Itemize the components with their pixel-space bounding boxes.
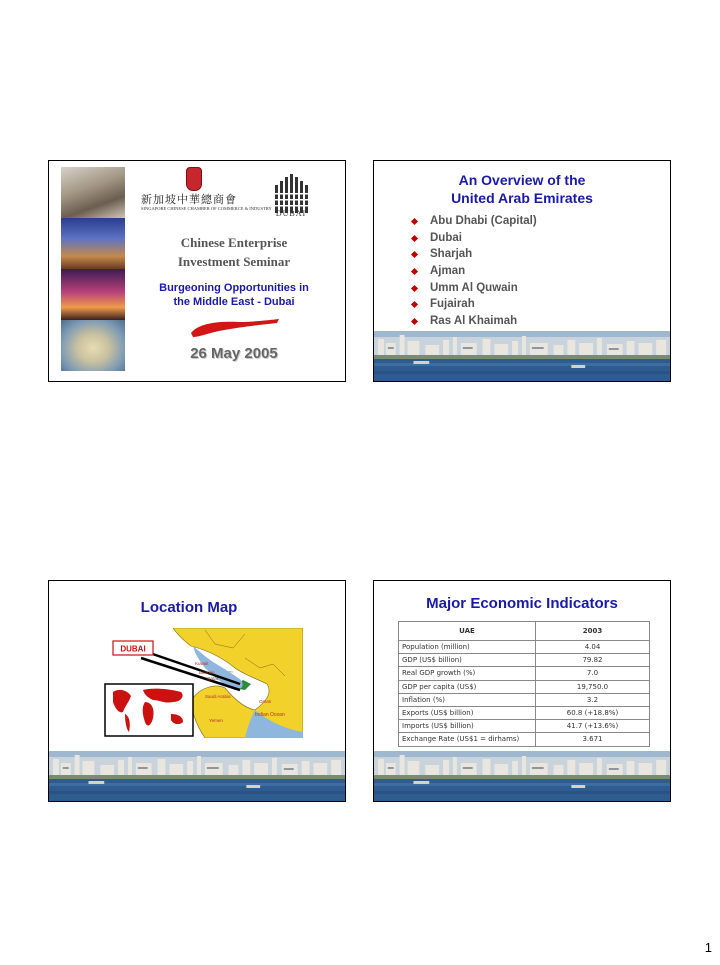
table-row (399, 654, 650, 667)
emirate-name: Abu Dhabi (Capital) (430, 215, 537, 227)
indicator-value: 3.2 (536, 693, 650, 706)
chamber-logo-chinese: 新加坡中華總商會 (141, 193, 237, 206)
seminar-date: 26 May 2005 (190, 345, 278, 362)
bullet-diamond-icon (411, 251, 418, 258)
bullet-diamond-icon (411, 318, 418, 325)
column-header: 2003 (536, 622, 650, 641)
map-label-dubai: DUBAI (120, 644, 146, 654)
indicator-value: 60.8 (+18.8%) (536, 706, 650, 719)
emirate-name: Ras Al Khaimah (430, 315, 518, 328)
emirate-name: Ajman (430, 265, 466, 278)
bullet-diamond-icon (411, 285, 418, 292)
photo-office (61, 167, 125, 218)
table-row (399, 641, 650, 654)
dubai-skyline-image (374, 331, 670, 381)
list-item (408, 313, 537, 330)
indicator-value: 79.82 (536, 654, 650, 667)
emirate-name: Fujairah (430, 298, 475, 311)
dubai-skyline-image (49, 751, 345, 801)
column-header: UAE (399, 622, 536, 641)
table-row (399, 693, 650, 706)
dubai-logo-text: DUBAI (275, 209, 307, 218)
indicator-value: 19,750.0 (536, 680, 650, 693)
indicator-value: 3.671 (536, 733, 650, 746)
indicator-value: 4.04 (536, 641, 650, 654)
table-row (399, 680, 650, 693)
slide-uae-overview (373, 160, 671, 382)
emirate-name: Dubai (430, 231, 462, 244)
list-item (408, 280, 537, 297)
emirate-name: Sharjah (430, 248, 473, 261)
bullet-diamond-icon (411, 218, 418, 225)
location-map-image (95, 628, 303, 738)
slide-title (374, 171, 670, 207)
list-item (408, 230, 537, 247)
bullet-diamond-icon (411, 235, 418, 242)
page-number: 1 (704, 940, 712, 955)
indicator-label: Exports (US$ billion) (399, 706, 536, 719)
table-row (399, 720, 650, 733)
map-label-saudi: Saudi Arabia (205, 694, 231, 699)
photo-sunset-tower (61, 269, 125, 320)
economic-indicators-table (398, 621, 650, 747)
slide-title (48, 160, 346, 382)
indicator-value: 7.0 (536, 667, 650, 680)
emirates-list (408, 213, 537, 330)
chamber-logo-english: SINGAPORE CHINESE CHAMBER OF COMMERCE & INDUSTRY (141, 206, 272, 211)
indicator-label: Inflation (%) (399, 693, 536, 706)
photo-palm-island (61, 320, 125, 371)
list-item (408, 246, 537, 263)
map-label-oman: Oman (259, 699, 272, 704)
indicator-label: Population (million) (399, 641, 536, 654)
table-row (399, 706, 650, 719)
seminar-title-line2: Investment Seminar (177, 254, 291, 269)
map-label-kuwait: Kuwait (195, 661, 209, 666)
indicator-label: GDP (US$ billion) (399, 654, 536, 667)
indicator-label: Imports (US$ billion) (399, 720, 536, 733)
slide-title: Location Map (140, 599, 238, 616)
table-row (399, 733, 650, 746)
photo-strip (61, 167, 125, 373)
map-label-yemen: Yemen (209, 718, 223, 723)
title-line1: An Overview of the (458, 172, 586, 188)
title-line2: United Arab Emirates (451, 190, 593, 206)
dubai-skyline-image (374, 751, 670, 801)
slide-economic-indicators (373, 580, 671, 802)
map-label-ocean: Indian Ocean (255, 712, 285, 718)
seminar-subtitle (139, 281, 329, 309)
indicator-label: GDP per capita (US$) (399, 680, 536, 693)
map-label-qatar: Qatar (207, 676, 219, 681)
photo-tower (61, 218, 125, 269)
map-label-bahrain: Bahrain (199, 670, 215, 675)
dubai-logo-icon (271, 171, 311, 213)
seminar-subtitle-line2: the Middle East - Dubai (173, 296, 295, 308)
chamber-emblem-icon (186, 167, 202, 191)
red-brush-stroke (189, 317, 281, 339)
seminar-subtitle-line1: Burgeoning Opportunities in (159, 282, 309, 294)
list-item (408, 213, 537, 230)
bullet-diamond-icon (411, 301, 418, 308)
bullet-diamond-icon (411, 268, 418, 275)
emirate-name: Umm Al Quwain (430, 281, 518, 294)
seminar-title-line1: Chinese Enterprise (180, 235, 288, 250)
slide-title: Major Economic Indicators (426, 595, 618, 612)
seminar-title (139, 233, 329, 271)
indicator-label: Exchange Rate (US$1 = dirhams) (399, 733, 536, 746)
table-header-row (399, 622, 650, 641)
indicator-value: 41.7 (+13.6%) (536, 720, 650, 733)
slide-location-map (48, 580, 346, 802)
indicator-label: Real GDP growth (%) (399, 667, 536, 680)
table-row (399, 667, 650, 680)
list-item (408, 296, 537, 313)
list-item (408, 263, 537, 280)
